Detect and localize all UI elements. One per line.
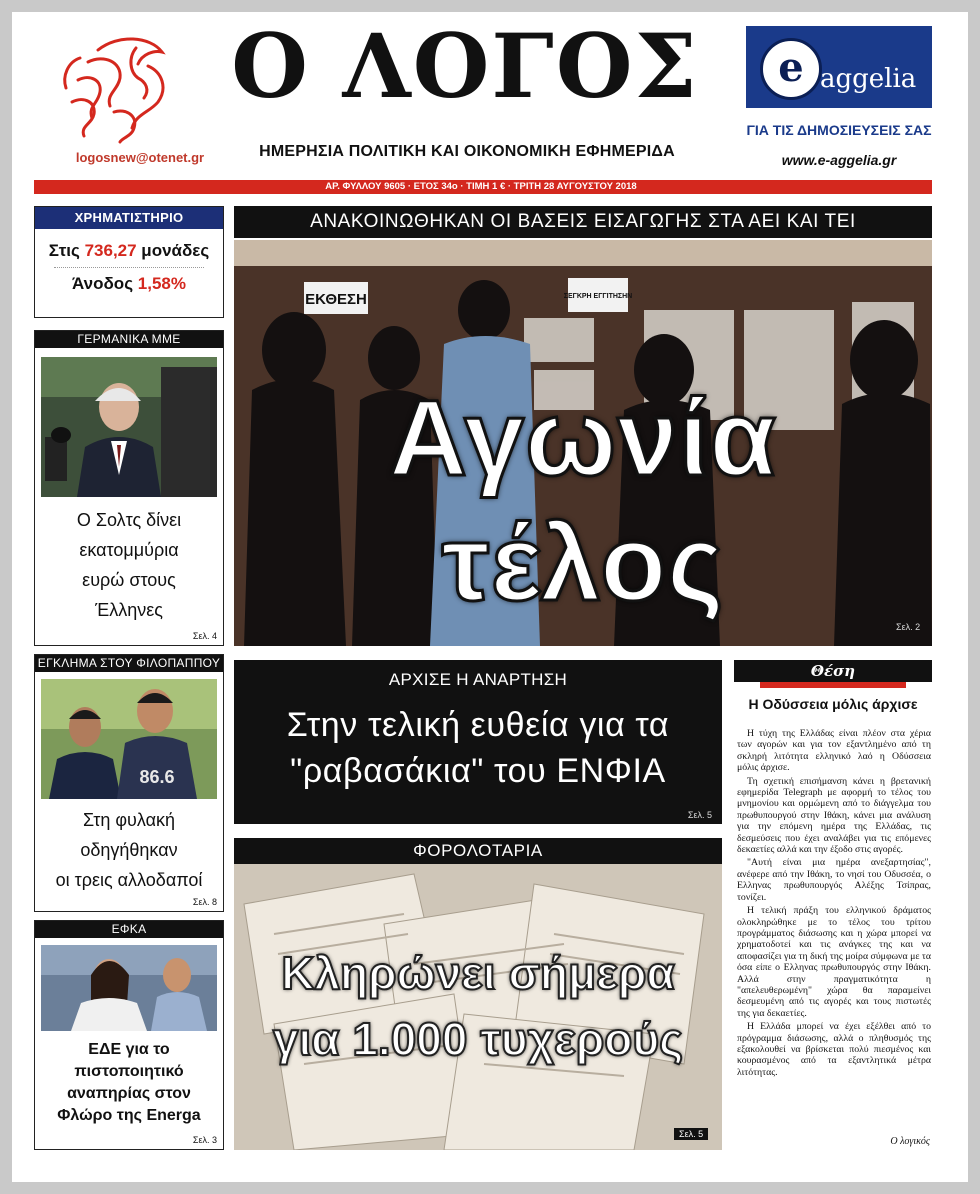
stock-index-line xyxy=(35,241,223,261)
suspects-photo xyxy=(41,679,217,799)
headline-line: οι τρεις αλλοδαποί xyxy=(55,870,203,890)
masthead-subtitle: ΗΜΕΡΗΣΙΑ ΠΟΛΙΤΙΚΗ ΚΑΙ ΟΙΚΟΝΟΜΙΚΗ ΕΦΗΜΕΡΙΔΑ xyxy=(259,143,675,160)
story-heading: ΕΓΚΛΗΜΑ ΣΤΟΥ ΦΙΛΟΠΑΠΠΟΥ xyxy=(35,655,223,672)
headline-line: "ραβασάκια" του ΕΝΦΙΑ xyxy=(290,752,666,790)
editorial-paragraph: Η Ελλάδα μπορεί να έχει εξέλθει από το πρόγραμμα διάσωσης, αλλά ο πληθυσμός της εξακολουθεί να βρίσκεται πολύ πιεσμένος και κουρασμένος από τα εξαντλητικά μέτρα λιτότητας. xyxy=(737,1021,931,1078)
story-headline xyxy=(35,805,223,895)
page-ref: Σελ. 2 xyxy=(896,622,921,632)
editorial-stripe xyxy=(760,682,906,688)
editorial-paragraph: Η τελική πράξη του ελληνικού δράματος ολοκληρώθηκε με το τέλος του τρίτου προγράμματος διάσωσης και η χώρα μπορεί να χρηματοδοτεί και τις ανάγκες της και να αποφασίζει για τη δική της μοίρα σύμφωνα με τα όσα είπε ο Ελληνας πρωθυπουργός στην Ιθάκη. Αλλά στην πραγματικότητα η "απελευθερωμένη" χώρα θα παραμείνει δεσμευμένη από τις αγορές και τους πιστωτές της για δεκαετίες. xyxy=(737,905,931,1019)
stock-line2-pre: Άνοδος xyxy=(72,274,138,293)
editorial-paragraph: Η τύχη της Ελλάδας είναι πλέον στα χέρια των αγορών και για τον εξαντλημένο από τη σκληρή λιτότητα ελληνικό λαό η Οδύσσεια μόλις άρχισε. xyxy=(737,728,931,774)
issue-info: ΑΡ. ΦΥΛΛΟΥ 9605 · ΕΤΟΣ 34ο · ΤΙΜΗ 1 € · ΤΡΙΤΗ 28 ΑΥΓΟΥΣΤΟΥ 2018 xyxy=(325,181,637,192)
headline-line: Κληρώνει σήμερα xyxy=(281,947,675,999)
sign-secondary: ΣΕΓΚΡΗ ΕΓΓΙΤΗΣΗΝ xyxy=(563,293,633,300)
headline-line: Στην τελική ευθεία για τα xyxy=(286,706,670,744)
page-ref: Σελ. 8 xyxy=(192,897,217,907)
headline-line: πιστοποιητικό xyxy=(74,1063,184,1080)
headline-line: ΕΔΕ για το xyxy=(88,1041,170,1058)
story-filopappou[interactable] xyxy=(34,654,224,912)
editorial-label: Θέση xyxy=(734,660,932,682)
stock-line1-post: μονάδες xyxy=(136,241,210,260)
stock-index-value: 736,27 xyxy=(84,241,137,260)
headline-line: εκατομμύρια xyxy=(79,540,179,560)
stock-heading: ΧΡΗΜΑΤΙΣΤΗΡΙΟ xyxy=(35,207,223,229)
page-ref: Σελ. 5 xyxy=(674,1128,708,1140)
story-enfia[interactable] xyxy=(234,660,722,824)
page-ref: Σελ. 4 xyxy=(192,631,217,641)
eaggelia-ad[interactable] xyxy=(746,26,932,108)
page-ref: Σελ. 3 xyxy=(192,1135,217,1145)
page-ref: Σελ. 5 xyxy=(687,810,712,820)
enfia-kicker: ΑΡΧΙΣΕ Η ΑΝΑΡΤΗΣΗ xyxy=(388,670,568,689)
lottery-headline xyxy=(234,940,722,1072)
sign-ekthesi: ΕΚΘΕΣΗ xyxy=(305,291,367,308)
scholz-photo xyxy=(41,357,217,497)
stock-change-value: 1,58% xyxy=(137,274,186,293)
headline-line: για 1.000 τυχερούς xyxy=(272,1013,684,1065)
lead-headline[interactable]: Αγωνία τέλος xyxy=(389,377,777,623)
story-headline xyxy=(35,1039,223,1127)
story-heading: ΓΕΡΜΑΝΙΚΑ ΜΜΕ xyxy=(35,331,223,348)
ad-tagline: ΓΙΑ ΤΙΣ ΔΗΜΟΣΙΕΥΣΕΙΣ ΣΑΣ xyxy=(746,122,932,138)
masthead-title: Ο ΛΟΓΟΣ xyxy=(231,14,699,118)
lottery-kicker[interactable]: ΦΟΡΟΛΟΤΑΡΙΑ xyxy=(234,838,722,864)
enfia-headline xyxy=(244,702,712,794)
headline-line: Έλληνες xyxy=(95,600,163,620)
eaggelia-logo-word: aggelia xyxy=(820,64,917,94)
headline-line: οδηγήθηκαν xyxy=(80,840,178,860)
story-scholz[interactable] xyxy=(34,330,224,646)
editorial-paragraph: Τη σχετική επισήμανση κάνει η βρετανική εφημερίδα Telegraph με αφορμή το τέλος του μνημονίου και ορμώμενη από το διάγγελμα του πρωθυπουργού στην Ιθάκη, κάνει μια ανάλυση για την επόμενη ημέρα της Ελλάδας, τις δεσμεύσεις που έχει αναλάβει για τις επόμενες δεκαετίες αλλά και την έξοδο στις αγορές. xyxy=(737,775,931,856)
editorial-body xyxy=(737,728,931,1080)
headline-line: αναπηρίας στον xyxy=(67,1085,191,1102)
eaggelia-logo-icon: e xyxy=(760,38,822,100)
stock-change-line xyxy=(35,274,223,294)
headline-line: Φλώρο της Energa xyxy=(57,1107,201,1124)
headline-line: Στη φυλακή xyxy=(82,810,176,830)
editorial-paragraph: "Αυτή είναι μια ημέρα ανεξαρτησίας", ανέφερε από την Ιθάκη, το νησί του Οδυσσέα, ο Ελληνας πρωθυπουργός Αλέξης Τσίπρας, τονίζει. xyxy=(737,857,931,903)
florou-photo xyxy=(41,945,217,1031)
ad-url-link[interactable]: www.e-aggelia.gr xyxy=(781,152,897,168)
editorial-signature: Ο λογικός xyxy=(890,1136,930,1147)
stock-divider xyxy=(54,267,204,268)
story-heading: ΕΦΚΑ xyxy=(35,921,223,938)
logo-faces-illustration xyxy=(58,32,178,144)
stock-line1-pre: Στις xyxy=(48,241,85,260)
stock-market-box xyxy=(34,206,224,318)
shirt-text: 86.6 xyxy=(139,767,175,787)
lead-kicker[interactable]: ΑΝΑΚΟΙΝΩΘΗΚΑΝ ΟΙ ΒΑΣΕΙΣ ΕΙΣΑΓΩΓΗΣ ΣΤΑ ΑΕΙ ΚΑΙ ΤΕΙ xyxy=(234,206,932,238)
story-efka[interactable] xyxy=(34,920,224,1150)
headline-line: ευρώ στους xyxy=(82,570,176,590)
headline-line: Ο Σολτς δίνει xyxy=(76,510,182,530)
editorial-title[interactable]: Η Οδύσσεια μόλις άρχισε xyxy=(748,696,918,712)
story-headline xyxy=(35,505,223,625)
contact-email: logosnew@otenet.gr xyxy=(75,150,205,165)
